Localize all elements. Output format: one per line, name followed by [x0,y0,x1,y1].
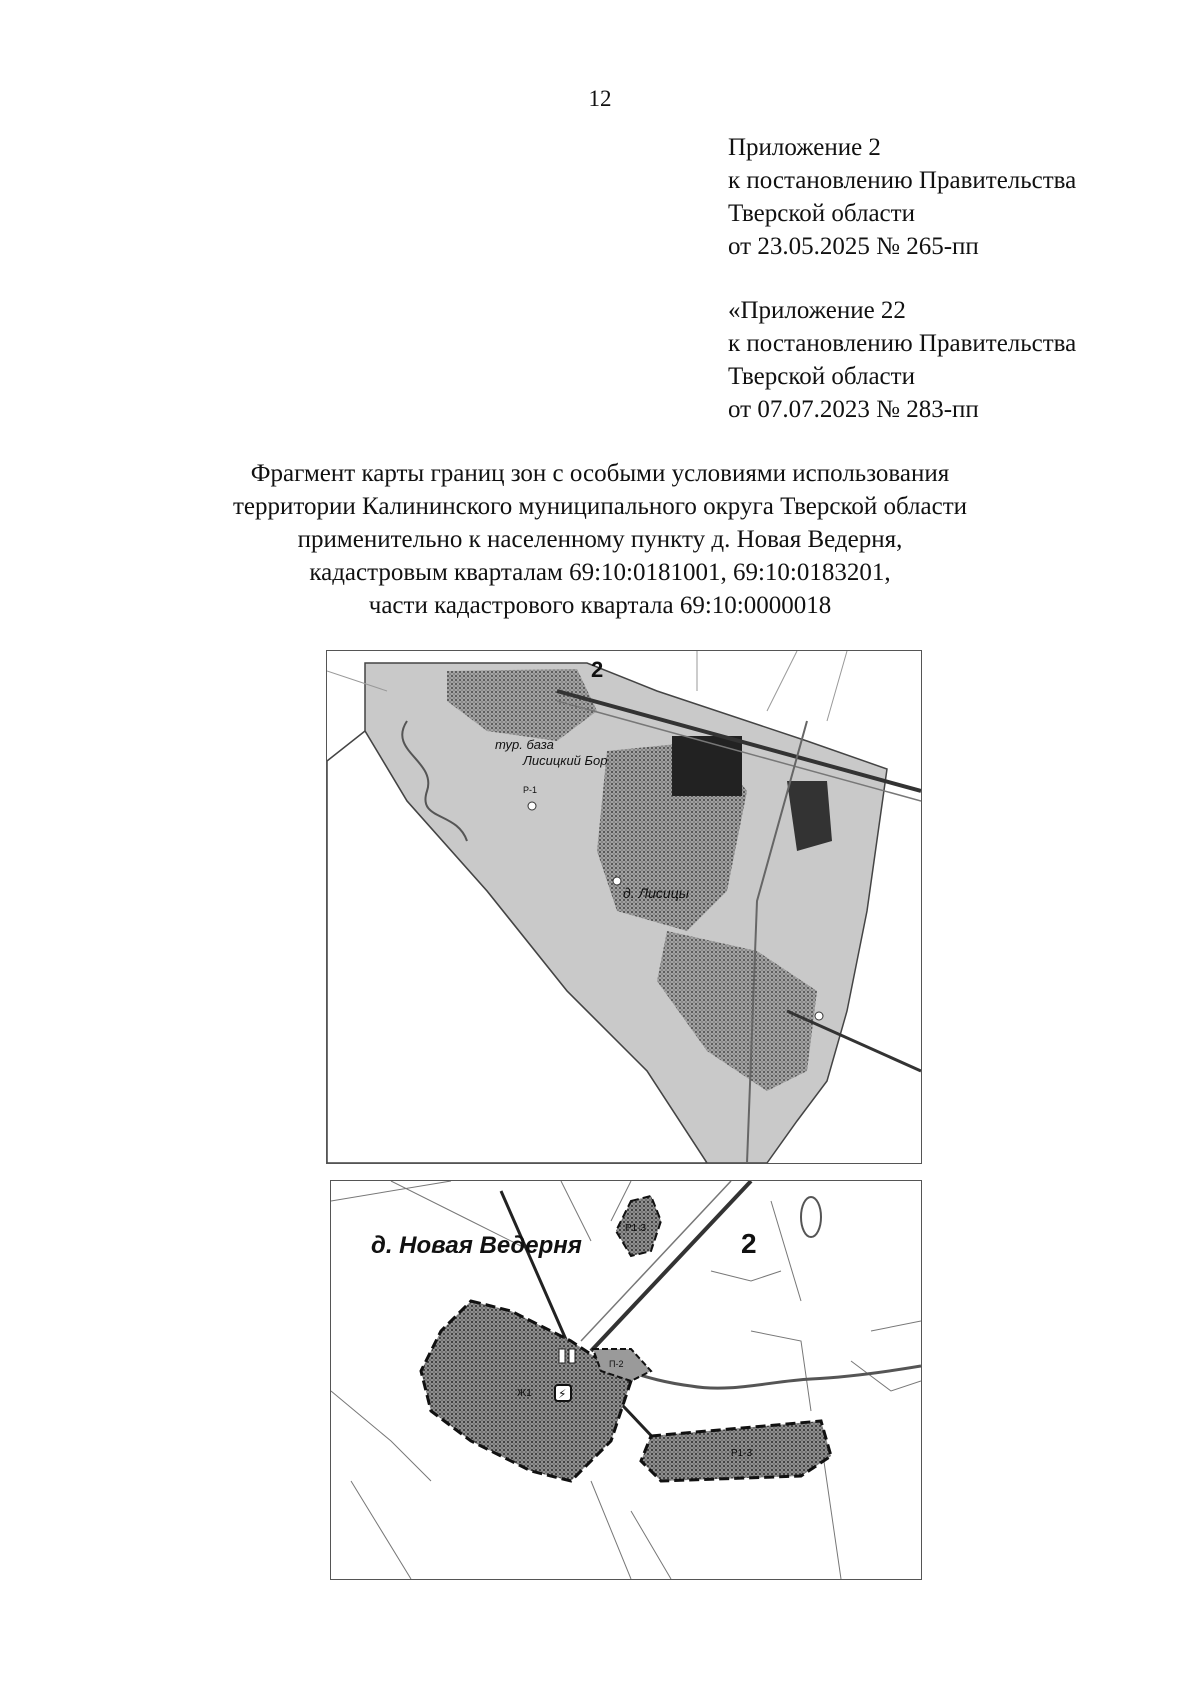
village-label: д. Лисицы [623,885,689,901]
document-title [0,457,1200,622]
poi-marker [815,1012,823,1020]
road-line [581,1181,731,1341]
village-label: д. Новая Ведерня [371,1232,582,1259]
sheet-number-label: 2 [591,657,604,682]
zone-label-p2: П-2 [609,1359,624,1369]
title-line: кадастровым кварталам 69:10:0181001, 69:10:0183201, [309,559,891,586]
page-number: 12 [588,86,612,111]
poi-marker [528,802,536,810]
map-fragment-novaya-vederna [330,1180,922,1580]
sheet-number-label: 2 [741,1228,757,1259]
map-top-canvas [327,651,921,1163]
title-line: применительно к населенному пункту д. Новая Ведерня, [297,526,903,553]
title-line: Фрагмент карты границ зон с особыми условиями использования [250,460,950,487]
appendix-current-line: к постановлению Правительства [728,167,1077,194]
lightning-icon: ⚡ [558,1387,567,1401]
poi-marker [613,877,621,885]
appendix-current-line: Приложение 2 [728,134,881,161]
tourbase-label: Лисицкий Бор [523,753,608,768]
zone-label-zh1: Ж1 [517,1388,532,1399]
title-line: части кадастрового квартала 69:10:0000018 [368,592,832,619]
railway-line [591,1181,751,1351]
appendix-current-line: Тверской области [728,200,915,227]
tourbase-label: тур. база [495,737,554,752]
appendix-current-block [728,131,1076,263]
appendix-original-line: Тверской области [728,363,915,390]
bridge-marker [559,1349,565,1363]
appendix-current-line: от 23.05.2025 № 265-пп [728,233,979,260]
map-fragment-lisitsy [326,650,922,1164]
map-bottom-canvas [331,1181,921,1579]
pond-shape [801,1197,821,1237]
zone-label-r13: Р1-3 [625,1223,647,1234]
road-label: Р-1 [523,785,538,795]
title-line: территории Калининского муниципального округа Тверской области [232,493,968,520]
dark-block [672,736,742,796]
appendix-original-block [728,294,1076,426]
appendix-original-line: от 07.07.2023 № 283-пп [728,396,979,423]
bridge-marker [569,1349,575,1363]
zone-label-r13: Р1-3 [731,1448,753,1459]
appendix-original-line: «Приложение 22 [728,297,906,324]
appendix-original-line: к постановлению Правительства [728,330,1077,357]
